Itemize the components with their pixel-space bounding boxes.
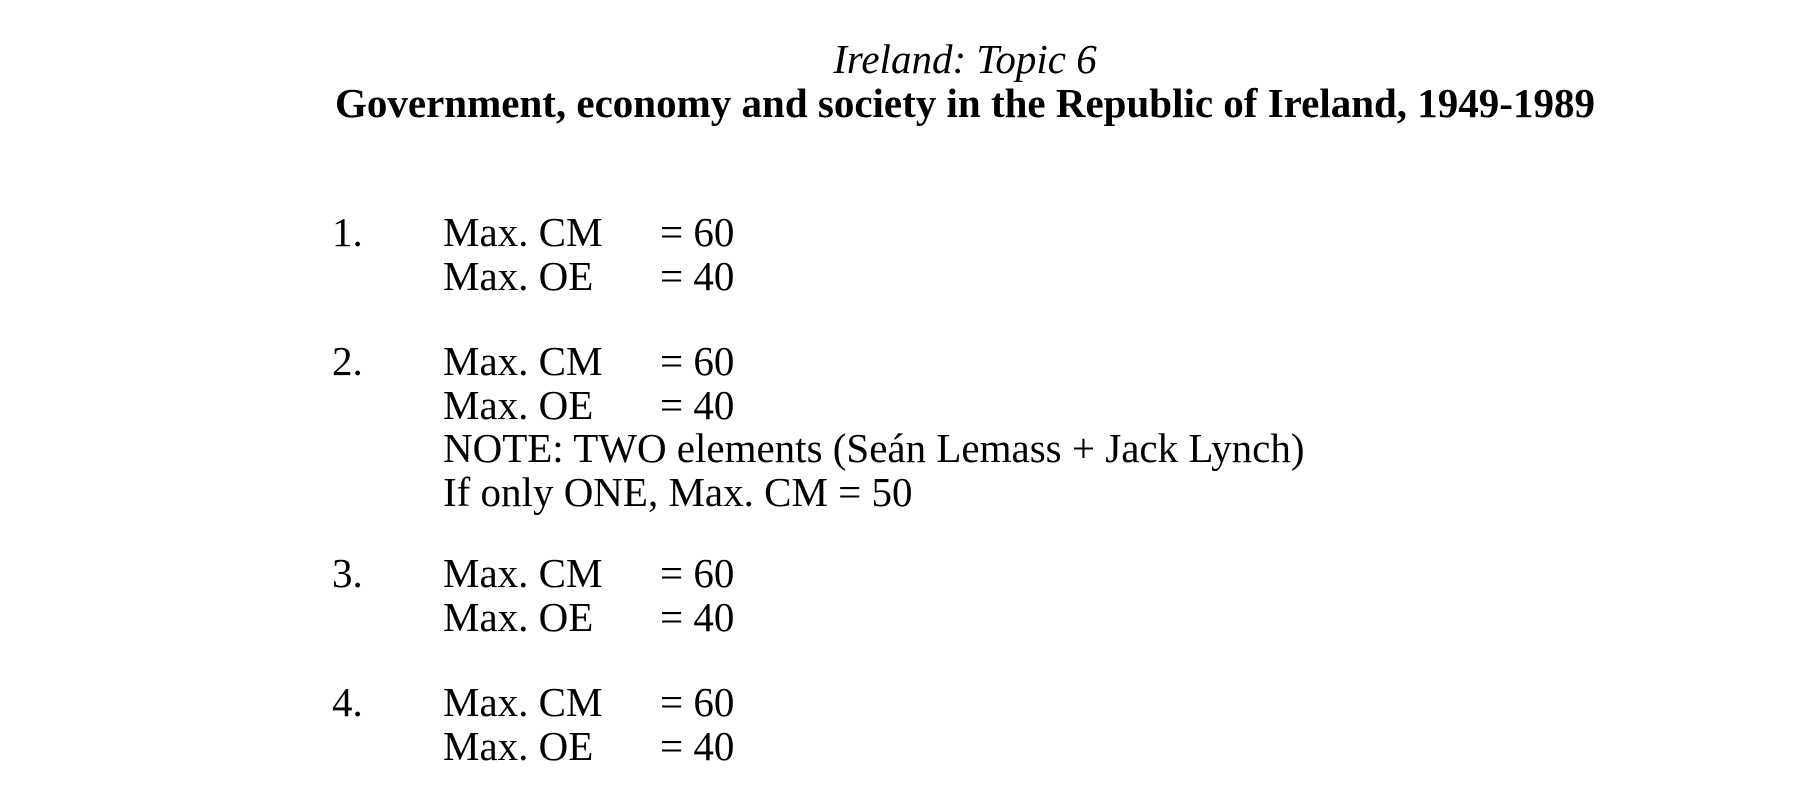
item-number: 3. bbox=[332, 550, 363, 596]
item-number: 4. bbox=[332, 679, 363, 725]
score-label: Max. CM bbox=[443, 338, 603, 384]
mark-row bbox=[332, 340, 1598, 384]
mark-row bbox=[332, 468, 1598, 515]
document-subtitle: Government, economy and society in the Republic of Ireland, 1949-1989 bbox=[335, 79, 1595, 126]
score-value: = 40 bbox=[660, 593, 735, 640]
score-label: Max. OE bbox=[443, 252, 594, 299]
score-value: = 60 bbox=[660, 550, 735, 596]
mark-row bbox=[332, 381, 1598, 428]
mark-row bbox=[332, 211, 1598, 255]
score-value: = 40 bbox=[660, 381, 735, 428]
document-title: Ireland: Topic 6 bbox=[833, 36, 1097, 82]
mark-row bbox=[332, 427, 1598, 471]
item-number: 1. bbox=[332, 209, 363, 255]
mark-row bbox=[332, 552, 1598, 596]
score-label: Max. OE bbox=[443, 381, 594, 428]
score-label: Max. CM bbox=[443, 550, 603, 596]
mark-item-4 bbox=[332, 681, 1598, 768]
document-header bbox=[332, 38, 1598, 125]
score-value: = 60 bbox=[660, 338, 735, 384]
mark-row bbox=[332, 722, 1598, 769]
note-line: If only ONE, Max. CM = 50 bbox=[443, 468, 913, 515]
document-content bbox=[332, 0, 1598, 768]
item-number-spacer bbox=[332, 384, 443, 428]
score-value: = 40 bbox=[660, 252, 735, 299]
item-number-spacer bbox=[332, 596, 443, 640]
score-value: = 40 bbox=[660, 722, 735, 769]
mark-row bbox=[332, 252, 1598, 299]
mark-row bbox=[332, 681, 1598, 725]
score-value: = 60 bbox=[660, 679, 735, 725]
score-label: Max. OE bbox=[443, 722, 594, 769]
mark-item-1 bbox=[332, 211, 1598, 298]
item-number: 2. bbox=[332, 338, 363, 384]
score-label: Max. OE bbox=[443, 593, 594, 640]
mark-item-2 bbox=[332, 340, 1598, 514]
item-number-spacer bbox=[332, 725, 443, 769]
item-number-spacer bbox=[332, 427, 443, 471]
item-number-spacer bbox=[332, 255, 443, 299]
score-label: Max. CM bbox=[443, 679, 603, 725]
score-value: = 60 bbox=[660, 209, 735, 255]
mark-item-3 bbox=[332, 552, 1598, 639]
item-number-spacer bbox=[332, 471, 443, 515]
score-label: Max. CM bbox=[443, 209, 603, 255]
note-line: NOTE: TWO elements (Seán Lemass + Jack Lynch) bbox=[443, 425, 1305, 471]
mark-row bbox=[332, 593, 1598, 640]
